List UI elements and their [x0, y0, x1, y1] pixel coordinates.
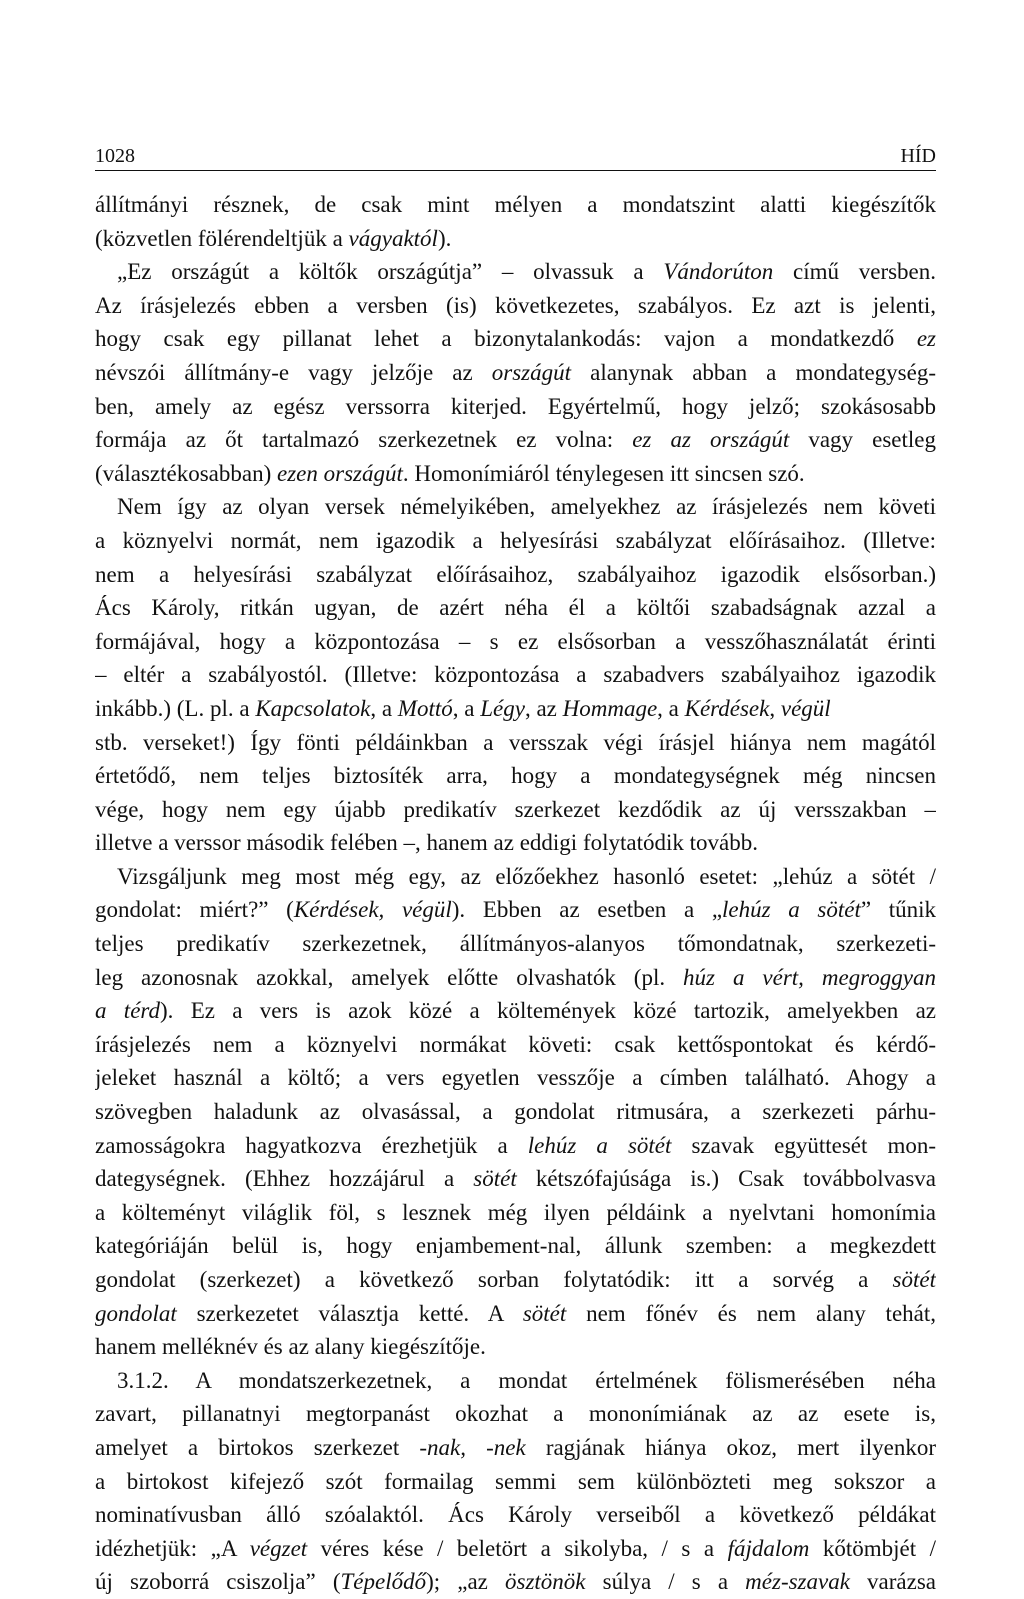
italic-text: lehúz a sötét [722, 897, 861, 923]
text-segment: új szoborrá csiszolja” ( [95, 1569, 341, 1595]
text-segment: leg azonosnak azokkal, amelyek előtte olvashatók (pl. [95, 964, 684, 990]
text-line [95, 1129, 936, 1163]
text-segment: Az írásjelezés ebben a versben (is) következetes, szabályos. Ez azt is jelenti, [95, 292, 936, 318]
text-segment: zavart, pillanatnyi megtorpanást okozhat a mononímiának az az esete is, [95, 1401, 936, 1427]
text-line [95, 1397, 936, 1431]
text-segment: súlya / s a [585, 1569, 746, 1595]
text-line [95, 893, 936, 927]
text-segment: . Homonímiáról ténylegesen itt sincsen szó. [402, 460, 805, 486]
text-segment: jeleket használ a költő; a vers egyetlen vesszője a címben található. Ahogy a [95, 1065, 936, 1091]
italic-text: végzet [249, 1535, 308, 1561]
italic-text: ez [916, 326, 936, 352]
text-segment: alanynak abban a mondategység- [571, 359, 936, 385]
text-line [95, 591, 936, 625]
text-line [95, 658, 936, 692]
journal-title: HÍD [900, 145, 936, 167]
running-header [95, 138, 936, 168]
text-segment: a költeményt világlik föl, s lesznek még ilyen példáink a nyelvtani homonímia [95, 1199, 936, 1225]
text-segment: Vizsgáljunk meg most még egy, az előzőekhez hasonló esetet: „lehúz a sötét / [117, 863, 936, 889]
text-line [95, 961, 936, 995]
text-segment: (választékosabban) [95, 460, 278, 486]
text-segment: illetve a verssor második felében –, hanem az eddigi folytatódik tovább. [95, 830, 758, 856]
text-segment: – eltér a szabályostól. (Illetve: központozása a szabadvers szabályaihoz igazodik [95, 662, 936, 688]
text-line [95, 457, 936, 491]
text-line [95, 692, 936, 726]
italic-text: ösztönök [505, 1569, 586, 1595]
text-segment: ). [437, 225, 452, 251]
text-line [95, 524, 936, 558]
text-segment: inkább.) (L. pl. a [95, 695, 256, 721]
text-segment: formájával, hogy a központozása – s ez elsősorban a vesszőhasználatát érinti [95, 628, 936, 654]
text-segment: stb. verseket!) Így fönti példáinkban a versszak végi írásjel hiánya nem magától [95, 729, 936, 755]
text-line [95, 322, 936, 356]
italic-text: Kapcsolatok [255, 695, 371, 721]
text-segment: gondolat: miért?” ( [95, 897, 294, 923]
text-segment: a birtokost kifejező szót formailag semmi sem különbözteti meg sokszor a [95, 1468, 936, 1494]
text-line [95, 625, 936, 659]
text-segment: ” tűnik [860, 897, 936, 923]
italic-text: sötét [892, 1267, 936, 1292]
text-segment: gondolat (szerkezet) a következő sorban folytatódik: itt a sorvég a [95, 1267, 893, 1292]
text-segment: szerkezetet választja ketté. A [176, 1300, 523, 1326]
text-segment: dategységnek. (Ehhez hozzájárul a [95, 1166, 474, 1192]
text-segment: ). Ez a vers is azok közé a költemények közé tartozik, amelyekben az [160, 998, 936, 1024]
text-line [95, 1431, 936, 1465]
text-segment: , a [657, 695, 685, 721]
text-line [95, 1565, 936, 1599]
text-segment: vagy esetleg [789, 427, 936, 453]
text-segment: hanem melléknév és az alany kiegészítője. [95, 1334, 486, 1360]
header-rule [95, 170, 936, 171]
text-segment: nem a helyesírási szabályzat előírásaihoz, szabályaihoz igazodik elsősorban.) [95, 561, 936, 587]
italic-text: fájdalom [727, 1535, 810, 1561]
text-segment: című versben. [773, 259, 936, 285]
text-segment: nominatívusban álló szóalaktól. Ács Károly verseiből a következő példákat [95, 1502, 936, 1528]
italic-text: gondolat [95, 1300, 177, 1326]
text-segment: állítmányi résznek, de csak mint mélyen a mondatszint alatti kiegészítők [95, 192, 936, 217]
text-segment: névszói állítmány-e vagy jelzője az [95, 359, 492, 385]
text-segment: kategóriáján belül is, hogy enjambement-nal, állunk szemben: a megkezdett [95, 1233, 936, 1259]
text-segment: ben, amely az egész verssorra kiterjed. Egyértelmű, hogy jelző; szokásosabb [95, 393, 936, 419]
text-line [95, 826, 936, 860]
italic-text: méz-szavak [745, 1569, 850, 1595]
italic-text: Tépelődő [340, 1569, 427, 1595]
italic-text: lehúz a sötét [527, 1132, 672, 1158]
text-segment: szavak együttesét mon- [671, 1132, 936, 1158]
text-segment: ragjának hiánya okoz, mert ilyenkor [525, 1434, 936, 1460]
text-line [95, 1297, 936, 1331]
text-line [95, 1061, 936, 1095]
text-line [95, 490, 936, 524]
text-segment: nem főnév és nem alany tehát, [566, 1300, 936, 1326]
text-line [95, 356, 936, 390]
text-segment: amelyet a birtokos szerkezet [95, 1434, 420, 1460]
text-line [95, 1095, 936, 1129]
text-segment: ). Ebben az esetben a „ [451, 897, 723, 923]
italic-text: Kérdések, végül [293, 897, 452, 923]
italic-text: Vándorúton [663, 259, 774, 285]
italic-text: országút [491, 359, 572, 385]
text-segment: véres kése / beletört a sikolyba, / s a [307, 1535, 728, 1561]
text-segment: varázsa [849, 1569, 936, 1595]
text-segment: írásjelezés nem a köznyelvi normákat követi: csak kettőspontokat és kérdő- [95, 1031, 936, 1057]
text-segment: zamosságokra hagyatkozva érezhetjük a [95, 1132, 528, 1158]
text-segment: 3.1.2. A mondatszerkezetnek, a mondat értelmének fölismerésében néha [117, 1367, 936, 1393]
text-segment: értetődő, nem teljes biztosíték arra, hogy a mondategységnek még nincsen [95, 763, 936, 789]
text-line [95, 759, 936, 793]
italic-text: sötét [473, 1166, 517, 1192]
text-line [95, 1196, 936, 1230]
text-line [95, 558, 936, 592]
text-segment: ); „az [426, 1569, 505, 1595]
text-line [95, 289, 936, 323]
text-segment: formája az őt tartalmazó szerkezetnek ez volna: [95, 427, 633, 453]
text-line [95, 1330, 936, 1364]
italic-text: Hommage [562, 695, 658, 721]
italic-text: -nak, -nek [419, 1434, 526, 1460]
text-line [95, 390, 936, 424]
text-line [95, 255, 936, 289]
text-line [95, 994, 936, 1028]
text-line [95, 726, 936, 760]
italic-text: Légy [480, 695, 525, 721]
text-segment: teljes predikatív szerkezetnek, állítmányos-alanyos tőmondatnak, szerkezeti- [95, 931, 936, 957]
text-line [95, 793, 936, 827]
text-segment: Nem így az olyan versek némelyikében, amelyekhez az írásjelezés nem követi [117, 494, 936, 520]
text-line [95, 860, 936, 894]
italic-text: Mottó [397, 695, 453, 721]
text-segment: , a [452, 695, 481, 721]
italic-text: ez az országút [632, 427, 790, 453]
text-segment: idézhetjük: „A [95, 1535, 250, 1561]
text-segment: hogy csak egy pillanat lehet a bizonytalankodás: vajon a mondatkezdő [95, 326, 917, 352]
text-line [95, 1498, 936, 1532]
text-line [95, 1263, 936, 1297]
text-segment: , a [370, 695, 398, 721]
italic-text: a térd [95, 998, 161, 1024]
text-line [95, 423, 936, 457]
italic-text: Kérdések [684, 695, 770, 721]
text-line [95, 1532, 936, 1566]
italic-text: végül [780, 695, 831, 721]
text-line [95, 222, 936, 256]
text-segment: a köznyelvi normát, nem igazodik a helyesírási szabályzat előírásaihoz. (Illetve: [95, 527, 936, 553]
text-segment: szövegben haladunk az olvasással, a gondolat ritmusára, a szerkezeti párhu- [95, 1099, 936, 1125]
italic-text: ezen országút [277, 460, 403, 486]
text-line [95, 1364, 936, 1398]
text-segment: „Ez országút a költők országútja” – olvassuk a [117, 259, 664, 285]
text-segment: kőtömbjét / [809, 1535, 936, 1561]
text-segment: , az [524, 695, 563, 721]
text-segment: Ács Károly, ritkán ugyan, de azért néha él a költői szabadságnak azzal a [95, 595, 936, 621]
body-text [95, 188, 936, 1599]
text-line [95, 1229, 936, 1263]
text-line [95, 1465, 936, 1499]
text-line [95, 188, 936, 222]
text-segment: kétszófajúsága is.) Csak továbbolvasva [516, 1166, 936, 1192]
text-segment: (közvetlen fölérendeltjük a [95, 225, 349, 251]
italic-text: húz a vért, megroggyan [683, 964, 936, 990]
text-segment: , [769, 695, 781, 721]
italic-text: sötét [522, 1300, 567, 1326]
text-line [95, 1028, 936, 1062]
italic-text: vágyaktól [348, 225, 438, 251]
page-number: 1028 [95, 145, 135, 167]
text-line [95, 1162, 936, 1196]
text-segment: vége, hogy nem egy újabb predikatív szerkezet kezdődik az új versszakban – [95, 796, 936, 822]
text-line [95, 927, 936, 961]
